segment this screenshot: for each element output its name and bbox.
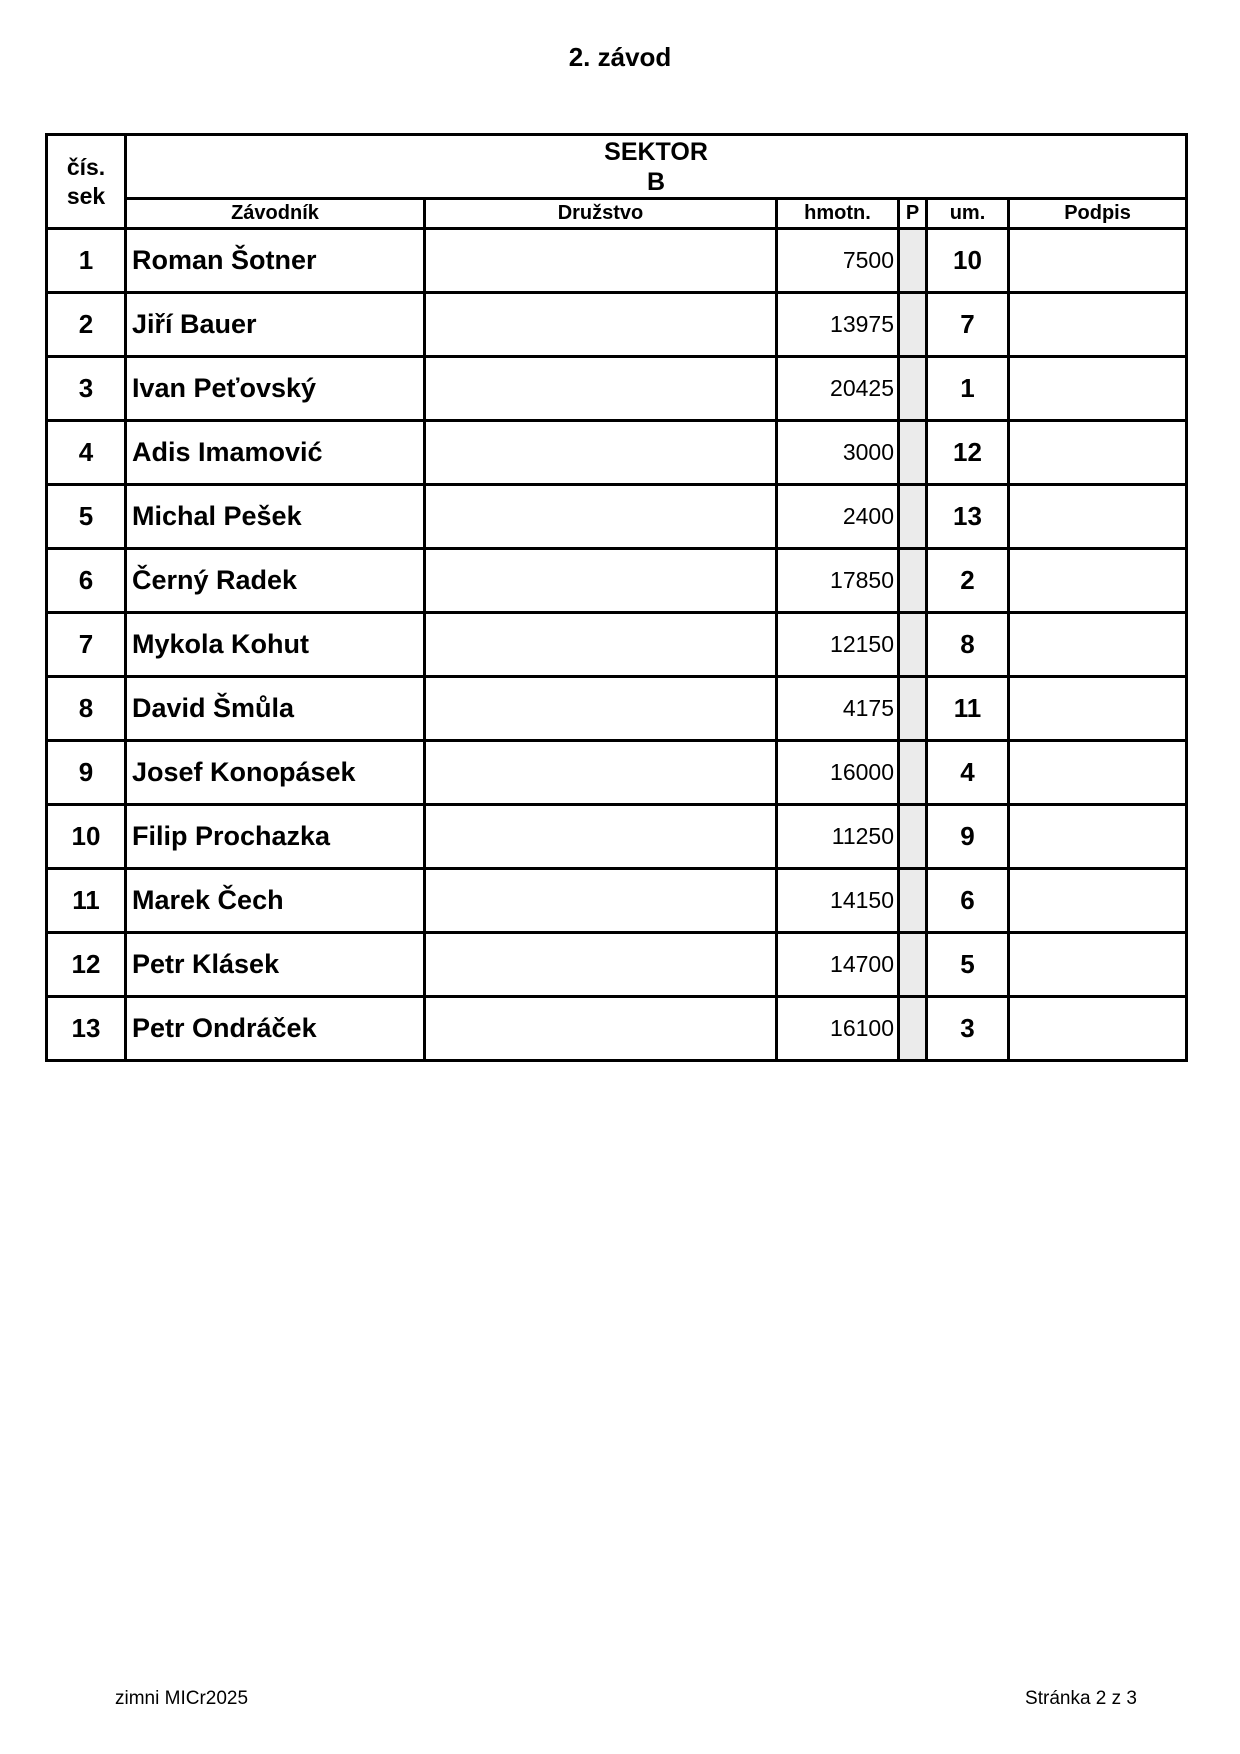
weight-value: 14150 (777, 869, 899, 933)
competitor-name: Ivan Peťovský (126, 357, 425, 421)
placement-value: 11 (927, 677, 1009, 741)
p-cell (899, 741, 927, 805)
placement-value: 10 (927, 229, 1009, 293)
table-row (47, 357, 1187, 421)
placement-value: 8 (927, 613, 1009, 677)
weight-value: 12150 (777, 613, 899, 677)
team-cell (425, 997, 777, 1061)
competitor-name: Mykola Kohut (126, 613, 425, 677)
team-cell (425, 613, 777, 677)
team-cell (425, 933, 777, 997)
footer-document-name: zimni MICr2025 (115, 1688, 249, 1709)
placement-value: 12 (927, 421, 1009, 485)
column-header-competitor: Závodník (126, 199, 425, 229)
weight-value: 3000 (777, 421, 899, 485)
sector-header-row (47, 135, 1187, 199)
p-cell (899, 933, 927, 997)
column-header-team: Družstvo (425, 199, 777, 229)
p-cell (899, 485, 927, 549)
footer-page-number: Stránka 2 z 3 (1025, 1688, 1137, 1709)
signature-cell (1009, 293, 1187, 357)
placement-value: 6 (927, 869, 1009, 933)
row-number: 4 (47, 421, 126, 485)
competitor-name: Petr Klásek (126, 933, 425, 997)
weight-value: 20425 (777, 357, 899, 421)
competitor-name: Černý Radek (126, 549, 425, 613)
row-number: 9 (47, 741, 126, 805)
team-cell (425, 869, 777, 933)
p-cell (899, 805, 927, 869)
weight-value: 14700 (777, 933, 899, 997)
competitor-name: Michal Pešek (126, 485, 425, 549)
team-cell (425, 741, 777, 805)
competitor-name: Jiří Bauer (126, 293, 425, 357)
p-cell (899, 357, 927, 421)
placement-value: 2 (927, 549, 1009, 613)
page-title: 2. závod (568, 42, 672, 72)
weight-value: 16000 (777, 741, 899, 805)
placement-value: 3 (927, 997, 1009, 1061)
signature-cell (1009, 869, 1187, 933)
competitor-name: Roman Šotner (126, 229, 425, 293)
table-row (47, 869, 1187, 933)
corner-header-cell (47, 135, 126, 229)
table-row (47, 293, 1187, 357)
weight-value: 11250 (777, 805, 899, 869)
row-number: 2 (47, 293, 126, 357)
column-header-p: P (899, 199, 927, 229)
team-cell (425, 549, 777, 613)
placement-value: 9 (927, 805, 1009, 869)
corner-header-line2: sek (66, 182, 106, 209)
table-row (47, 677, 1187, 741)
p-cell (899, 613, 927, 677)
signature-cell (1009, 933, 1187, 997)
table-row (47, 229, 1187, 293)
team-cell (425, 357, 777, 421)
team-cell (425, 677, 777, 741)
competitor-name: Josef Konopásek (126, 741, 425, 805)
table-row (47, 933, 1187, 997)
p-cell (899, 997, 927, 1061)
sector-title: SEKTOR (604, 137, 708, 166)
signature-cell (1009, 677, 1187, 741)
column-header-row (47, 199, 1187, 229)
row-number: 1 (47, 229, 126, 293)
placement-value: 1 (927, 357, 1009, 421)
competitor-name: Filip Prochazka (126, 805, 425, 869)
team-cell (425, 293, 777, 357)
team-cell (425, 485, 777, 549)
p-cell (899, 549, 927, 613)
row-number: 11 (47, 869, 126, 933)
table-row (47, 613, 1187, 677)
table-row (47, 421, 1187, 485)
table-row (47, 741, 1187, 805)
weight-value: 4175 (777, 677, 899, 741)
row-number: 6 (47, 549, 126, 613)
weight-value: 7500 (777, 229, 899, 293)
signature-cell (1009, 741, 1187, 805)
results-table (45, 133, 1188, 1062)
table-row (47, 805, 1187, 869)
weight-value: 16100 (777, 997, 899, 1061)
table-row (47, 549, 1187, 613)
team-cell (425, 421, 777, 485)
row-number: 8 (47, 677, 126, 741)
column-header-weight: hmotn. (777, 199, 899, 229)
p-cell (899, 421, 927, 485)
signature-cell (1009, 357, 1187, 421)
team-cell (425, 229, 777, 293)
sector-value: B (646, 167, 666, 196)
placement-value: 13 (927, 485, 1009, 549)
signature-cell (1009, 805, 1187, 869)
competitor-name: Adis Imamović (126, 421, 425, 485)
placement-value: 7 (927, 293, 1009, 357)
placement-value: 4 (927, 741, 1009, 805)
competitor-name: Marek Čech (126, 869, 425, 933)
weight-value: 17850 (777, 549, 899, 613)
placement-value: 5 (927, 933, 1009, 997)
row-number: 10 (47, 805, 126, 869)
p-cell (899, 869, 927, 933)
corner-header-line1: čís. (66, 153, 106, 180)
signature-cell (1009, 549, 1187, 613)
column-header-placement: um. (927, 199, 1009, 229)
table-row (47, 485, 1187, 549)
team-cell (425, 805, 777, 869)
table-row (47, 997, 1187, 1061)
weight-value: 13975 (777, 293, 899, 357)
column-header-signature: Podpis (1009, 199, 1187, 229)
row-number: 5 (47, 485, 126, 549)
signature-cell (1009, 997, 1187, 1061)
p-cell (899, 677, 927, 741)
row-number: 13 (47, 997, 126, 1061)
row-number: 12 (47, 933, 126, 997)
p-cell (899, 229, 927, 293)
competitor-name: David Šmůla (126, 677, 425, 741)
signature-cell (1009, 485, 1187, 549)
signature-cell (1009, 229, 1187, 293)
sector-header-cell (126, 135, 1187, 199)
row-number: 7 (47, 613, 126, 677)
competitor-name: Petr Ondráček (126, 997, 425, 1061)
signature-cell (1009, 421, 1187, 485)
weight-value: 2400 (777, 485, 899, 549)
p-cell (899, 293, 927, 357)
row-number: 3 (47, 357, 126, 421)
signature-cell (1009, 613, 1187, 677)
